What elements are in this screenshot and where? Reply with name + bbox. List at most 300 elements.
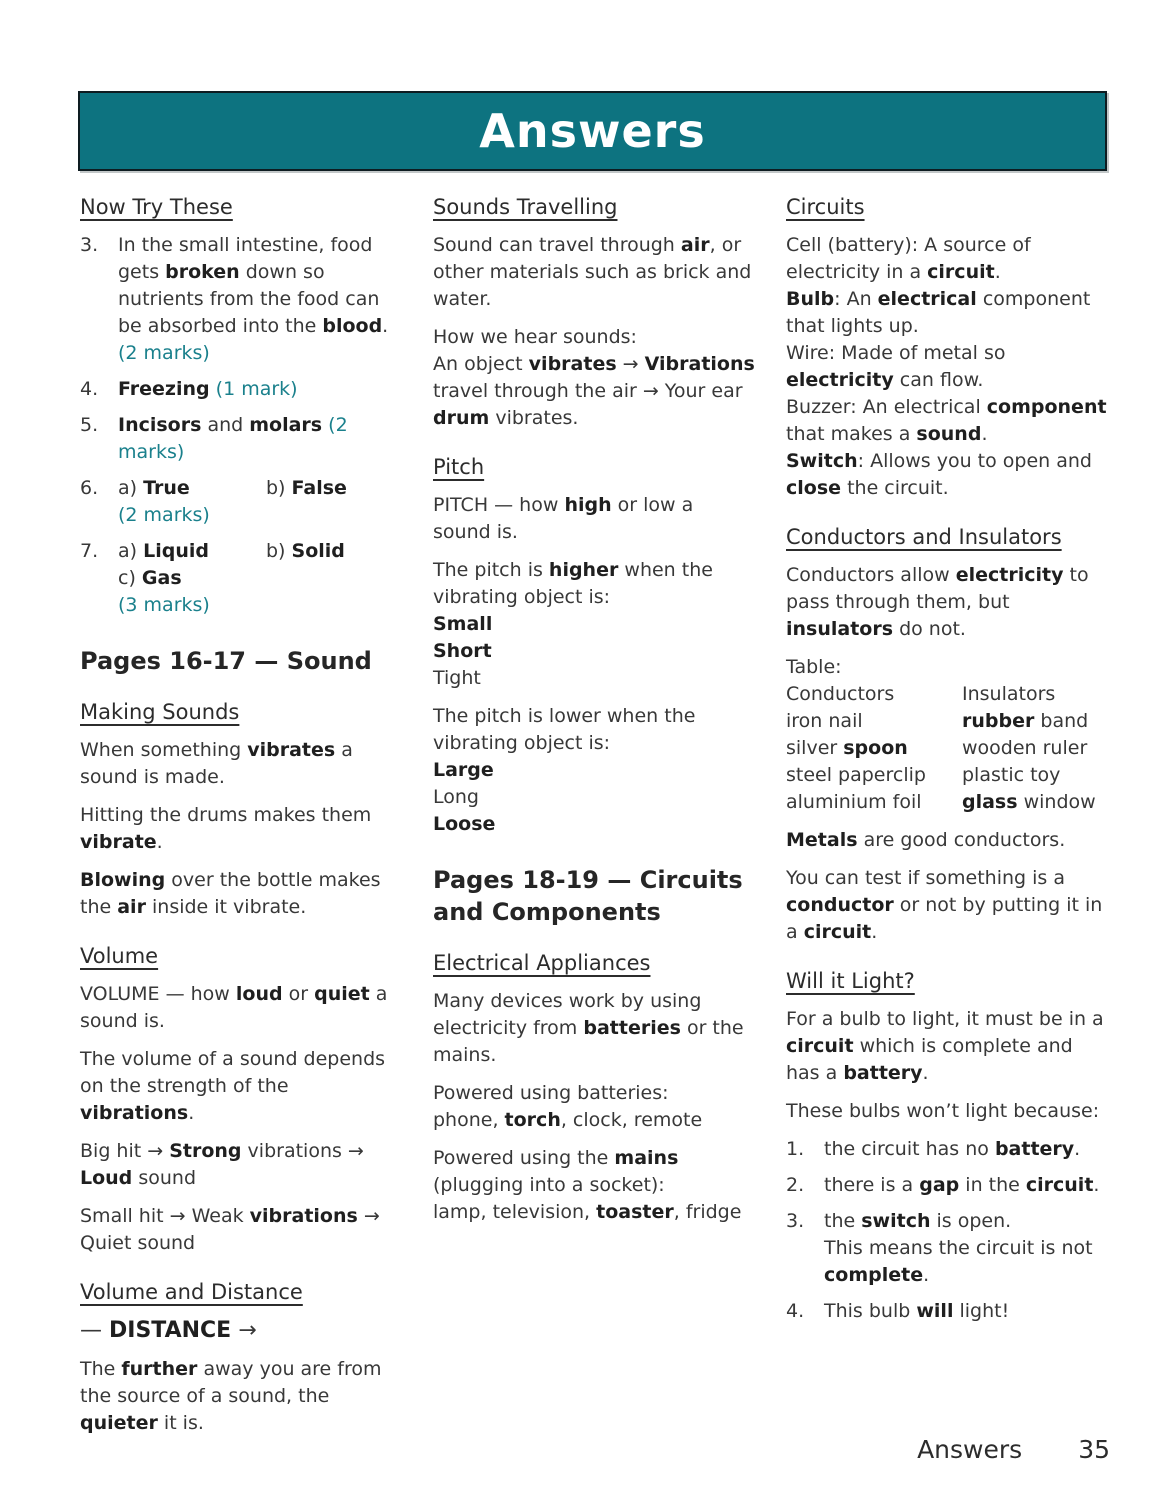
text-run: inside it vibrate. — [145, 896, 307, 918]
paragraph — [80, 1138, 402, 1192]
text-run: PITCH — how — [433, 494, 565, 516]
text-run: , clock, remote — [560, 1109, 703, 1131]
paragraph — [433, 324, 755, 432]
subheading: Volume and Distance — [80, 1280, 303, 1304]
text-line — [433, 324, 755, 351]
text-line — [433, 1080, 755, 1107]
text-line — [80, 1138, 402, 1192]
content-columns — [80, 194, 1108, 1448]
text-run: . — [922, 1062, 929, 1084]
table-cell — [786, 708, 962, 735]
text-run: a) — [118, 540, 144, 562]
answer-item — [80, 538, 402, 619]
text-line — [118, 376, 402, 403]
bold-text: toaster — [596, 1201, 674, 1223]
text-run: When something — [80, 739, 248, 761]
paragraph — [80, 1203, 402, 1257]
text-run: component that lights up. — [786, 288, 1091, 337]
text-run: silver — [786, 737, 844, 759]
paragraph — [786, 1006, 1108, 1087]
text-run: Wire: Made of metal so — [786, 342, 1006, 364]
item-body — [118, 376, 402, 403]
item-number: 4. — [80, 378, 99, 400]
text-line — [433, 988, 755, 1069]
paragraph — [433, 1145, 755, 1226]
text-run: : An — [834, 288, 878, 310]
paragraph — [786, 827, 1108, 854]
text-run: The pitch is lower when the vibrating object is: — [433, 705, 696, 754]
bold-text: gap — [919, 1174, 960, 1196]
text-run: or the mains. — [433, 1017, 744, 1066]
subheading: Making Sounds — [80, 700, 240, 724]
table-cell — [786, 735, 962, 762]
bold-text: electricity — [955, 564, 1064, 586]
text-line — [433, 492, 755, 546]
text-run: . — [981, 423, 988, 445]
bold-text: vibrate — [80, 831, 157, 853]
text-run: For a bulb to light, it must be in a — [786, 1008, 1104, 1030]
text-run: Small hit → Weak — [80, 1205, 250, 1227]
text-line — [433, 351, 755, 432]
marks-text: (2 marks) — [118, 342, 210, 364]
subheading: Conductors and Insulators — [786, 525, 1062, 549]
table-cell — [962, 735, 1108, 762]
text-run: How we hear sounds: — [433, 326, 637, 348]
bold-text: Strong — [169, 1140, 242, 1162]
answer-item — [80, 376, 402, 403]
text-line — [824, 1208, 1108, 1235]
text-line — [786, 1006, 1108, 1087]
text-line — [433, 232, 755, 313]
text-run: Long — [433, 786, 479, 808]
bold-text: Liquid — [143, 540, 209, 562]
table-row — [786, 762, 1108, 789]
bold-text: blood — [322, 315, 383, 337]
item-number: 6. — [80, 477, 99, 499]
text-run: are good conductors. — [857, 829, 1066, 851]
section-heading: Pages 16-17 — Sound — [80, 647, 372, 675]
table-cell — [962, 762, 1108, 789]
subheading: Pitch — [433, 455, 485, 479]
text-run: Many devices work by using electricity from — [433, 990, 702, 1039]
text-run: These bulbs won’t light because: — [786, 1100, 1100, 1122]
text-line — [433, 811, 755, 838]
column-2 — [433, 194, 755, 1448]
text-run: This means the circuit is not — [824, 1237, 1093, 1259]
text-run: . — [382, 315, 389, 337]
answer-item — [786, 1136, 1108, 1163]
text-run: In the small intestine, food gets — [118, 234, 373, 283]
table-cell — [962, 681, 1108, 708]
text-line — [786, 827, 1108, 854]
conductors-insulators-table — [786, 681, 1108, 816]
text-line — [824, 1136, 1108, 1163]
paragraph — [433, 703, 755, 838]
bold-text: Blowing — [80, 869, 166, 891]
table-row — [786, 735, 1108, 762]
text-run: away you are from the source of a sound, the — [80, 1358, 382, 1407]
text-run: (plugging into a socket): — [433, 1174, 665, 1196]
text-line — [786, 1098, 1108, 1125]
text-run: aluminium foil — [786, 791, 922, 813]
table-cell — [786, 762, 962, 789]
bold-text: DISTANCE — [109, 1318, 232, 1343]
subheading: Will it Light? — [786, 969, 915, 993]
text-run: wooden ruler — [962, 737, 1088, 759]
text-run: light! — [953, 1300, 1010, 1322]
bold-text: Loud — [80, 1167, 133, 1189]
text-run: or not by putting it in a — [786, 894, 1103, 943]
text-run: band — [1034, 710, 1089, 732]
bold-text: Small — [433, 613, 493, 635]
table-cell — [786, 681, 962, 708]
text-run: Insulators — [962, 683, 1056, 705]
answer-item — [80, 412, 402, 466]
paragraph — [433, 557, 755, 692]
text-run: Sound can travel through — [433, 234, 681, 256]
text-run: in the — [959, 1174, 1026, 1196]
bold-text: batteries — [583, 1017, 681, 1039]
bold-text: quiet — [314, 983, 370, 1005]
text-run: a sound is. — [80, 983, 388, 1032]
text-line — [118, 592, 402, 619]
bold-text: Switch — [786, 450, 858, 472]
text-line — [433, 1145, 755, 1199]
bold-text: Large — [433, 759, 494, 781]
subheading: Electrical Appliances — [433, 951, 651, 975]
paragraph — [80, 1317, 402, 1345]
text-run: or — [282, 983, 315, 1005]
text-line — [433, 611, 755, 638]
paragraph — [786, 232, 1108, 502]
marks-text: (2 marks) — [118, 504, 210, 526]
text-run: phone, — [433, 1109, 505, 1131]
marks-text: (2 marks) — [118, 414, 348, 463]
bold-text: switch — [861, 1210, 931, 1232]
item-body — [824, 1298, 1108, 1325]
text-line — [786, 232, 1108, 286]
text-line — [433, 784, 755, 811]
text-run: . — [871, 921, 878, 943]
text-run: . — [994, 261, 1001, 283]
paragraph — [786, 562, 1108, 643]
text-line — [118, 412, 402, 466]
text-line — [80, 1203, 402, 1257]
bold-text: True — [143, 477, 190, 499]
item-number: 4. — [786, 1300, 805, 1322]
answer-option — [118, 475, 266, 502]
item-number: 5. — [80, 414, 99, 436]
text-run: vibrations → — [241, 1140, 364, 1162]
bold-text: Metals — [786, 829, 858, 851]
table-cell — [962, 708, 1108, 735]
text-run: . — [188, 1102, 195, 1124]
paragraph — [786, 654, 1108, 681]
bold-text: quieter — [80, 1412, 158, 1434]
header-bar — [78, 91, 1107, 171]
text-line — [433, 1107, 755, 1134]
text-line — [786, 286, 1108, 340]
text-line — [433, 638, 755, 665]
paragraph — [433, 232, 755, 313]
text-run: → Quiet sound — [80, 1205, 380, 1254]
text-line — [824, 1172, 1108, 1199]
bold-text: Vibrations — [644, 353, 755, 375]
text-run: Hitting the drums makes them — [80, 804, 372, 826]
answer-list — [786, 1136, 1108, 1325]
text-run: down so nutrients from the food can be absorbed into the — [118, 261, 380, 337]
text-run: b) — [266, 477, 292, 499]
bold-text: vibrations — [80, 1102, 189, 1124]
answer-option — [266, 538, 402, 565]
answer-item — [786, 1172, 1108, 1199]
bold-text: circuit — [1025, 1174, 1094, 1196]
bold-text: battery — [994, 1138, 1075, 1160]
paragraph — [433, 988, 755, 1069]
text-run: is open. — [930, 1210, 1012, 1232]
text-run: do not. — [893, 618, 966, 640]
bold-text: Freezing — [118, 378, 210, 400]
text-run: iron nail — [786, 710, 863, 732]
bold-text: Gas — [141, 567, 182, 589]
text-run: An object — [433, 353, 529, 375]
text-line — [80, 1356, 402, 1437]
text-run: travel through the air → Your ear — [433, 380, 743, 402]
item-number: 3. — [80, 234, 99, 256]
text-run: plastic toy — [962, 764, 1061, 786]
page-title: Answers — [479, 104, 706, 158]
bold-text: circuit — [786, 1035, 854, 1057]
paragraph — [80, 867, 402, 921]
bold-text: high — [564, 494, 612, 516]
text-run: This bulb — [824, 1300, 917, 1322]
text-run: the circuit has no — [824, 1138, 995, 1160]
text-line — [433, 703, 755, 757]
bold-text: drum — [433, 407, 490, 429]
table-row — [786, 708, 1108, 735]
bold-text: close — [786, 477, 842, 499]
bold-text: Loose — [433, 813, 496, 835]
bold-text: circuit — [803, 921, 872, 943]
page-footer — [917, 1435, 1110, 1464]
bold-text: higher — [548, 559, 619, 581]
answer-item — [786, 1208, 1108, 1289]
text-run: the — [824, 1210, 862, 1232]
text-run: Conductors — [786, 683, 895, 705]
text-run: Buzzer: An electrical — [786, 396, 987, 418]
text-run: a) — [118, 477, 144, 499]
text-run: — — [80, 1318, 109, 1343]
text-run: The pitch is — [433, 559, 549, 581]
bold-text: further — [121, 1358, 198, 1380]
item-number: 7. — [80, 540, 99, 562]
text-run: over the bottle makes the — [80, 869, 381, 918]
section-heading: Pages 18-19 — Circuits and Components — [433, 866, 743, 926]
bold-text: sound — [916, 423, 982, 445]
text-run: steel paperclip — [786, 764, 926, 786]
bold-text: complete — [824, 1264, 924, 1286]
paragraph — [786, 1098, 1108, 1125]
text-run: , fridge — [673, 1201, 742, 1223]
text-run: c) — [118, 567, 142, 589]
text-run: the circuit. — [841, 477, 949, 499]
text-line — [433, 757, 755, 784]
bold-text: will — [916, 1300, 954, 1322]
item-body — [118, 538, 402, 619]
text-run: . — [923, 1264, 930, 1286]
bold-text: mains — [614, 1147, 679, 1169]
subheading: Circuits — [786, 195, 865, 219]
text-line — [786, 562, 1108, 643]
text-run: Conductors allow — [786, 564, 956, 586]
item-number: 2. — [786, 1174, 805, 1196]
marks-text: (1 mark) — [215, 378, 298, 400]
bold-text: conductor — [786, 894, 894, 916]
column-1 — [80, 194, 402, 1448]
text-run: or low a sound is. — [433, 494, 694, 543]
answer-item — [786, 1298, 1108, 1325]
bold-text: insulators — [786, 618, 894, 640]
text-run: → — [616, 353, 645, 375]
text-run: . — [1093, 1174, 1100, 1196]
item-body — [824, 1136, 1108, 1163]
text-run: , or other materials such as brick and water. — [433, 234, 752, 310]
text-run: vibrates. — [489, 407, 579, 429]
paragraph — [433, 492, 755, 546]
bold-text: Solid — [291, 540, 345, 562]
text-run: Big hit → — [80, 1140, 170, 1162]
text-run: . — [1074, 1138, 1081, 1160]
text-line — [118, 502, 402, 529]
text-line — [786, 654, 1108, 681]
text-line — [824, 1235, 1108, 1289]
text-run: window — [1017, 791, 1096, 813]
paragraph — [80, 1046, 402, 1127]
item-body — [118, 412, 402, 466]
item-number: 3. — [786, 1210, 805, 1232]
text-run: : Allows you to open and — [857, 450, 1092, 472]
bold-text: component — [986, 396, 1107, 418]
paragraph — [80, 737, 402, 791]
table-row — [786, 789, 1108, 816]
text-run: when the vibrating object is: — [433, 559, 713, 608]
marks-text: (3 marks) — [118, 594, 210, 616]
item-body — [824, 1208, 1108, 1289]
text-run: that makes a — [786, 423, 917, 445]
bold-text: battery — [843, 1062, 923, 1084]
text-run: and — [201, 414, 250, 436]
answer-option — [118, 538, 266, 565]
table-row — [786, 681, 1108, 708]
text-line — [786, 865, 1108, 946]
table-cell — [962, 789, 1108, 816]
text-line — [118, 565, 402, 592]
footer-section-label: Answers — [917, 1435, 1023, 1464]
item-body — [824, 1172, 1108, 1199]
item-number: 1. — [786, 1138, 805, 1160]
text-line — [118, 232, 402, 367]
text-run: can flow. — [893, 369, 984, 391]
text-run: to pass through them, but — [786, 564, 1089, 613]
bold-text: spoon — [843, 737, 908, 759]
text-line — [433, 1199, 755, 1226]
item-body — [118, 232, 402, 367]
subheading: Now Try These — [80, 195, 233, 219]
text-run: Powered using batteries: — [433, 1082, 669, 1104]
text-line — [786, 340, 1108, 394]
text-run: VOLUME — how — [80, 983, 236, 1005]
subheading: Volume — [80, 944, 159, 968]
bold-text: vibrates — [528, 353, 617, 375]
text-run: Table: — [786, 656, 842, 678]
bold-text: vibrates — [247, 739, 336, 761]
text-line — [80, 867, 402, 921]
text-line — [433, 557, 755, 611]
bold-text: torch — [504, 1109, 561, 1131]
text-line — [80, 981, 402, 1035]
paragraph — [80, 802, 402, 856]
text-run: a sound is made. — [80, 739, 353, 788]
text-run: it is. — [157, 1412, 204, 1434]
text-line — [80, 802, 402, 856]
item-body — [118, 475, 402, 529]
text-run: You can test if something is a — [786, 867, 1065, 889]
bold-text: False — [291, 477, 347, 499]
paragraph — [786, 865, 1108, 946]
bold-text: air — [117, 896, 146, 918]
bold-text: glass — [962, 791, 1018, 813]
paragraph — [433, 1080, 755, 1134]
text-run: which is complete and has a — [786, 1035, 1073, 1084]
bold-text: Short — [433, 640, 492, 662]
answer-list — [80, 232, 402, 619]
answer-item — [80, 475, 402, 529]
bold-text: Incisors — [118, 414, 202, 436]
text-line — [118, 475, 402, 502]
answer-option — [266, 475, 402, 502]
text-line — [118, 538, 402, 565]
text-run: → — [231, 1318, 257, 1343]
text-run: there is a — [824, 1174, 920, 1196]
bold-text: rubber — [962, 710, 1035, 732]
bold-text: vibrations — [249, 1205, 358, 1227]
text-run: b) — [266, 540, 292, 562]
text-run: Tight — [433, 667, 481, 689]
text-line — [786, 394, 1108, 448]
subheading: Sounds Travelling — [433, 195, 618, 219]
column-3 — [786, 194, 1108, 1448]
text-line — [80, 1046, 402, 1127]
bold-text: electricity — [786, 369, 894, 391]
footer-page-number: 35 — [1078, 1435, 1110, 1464]
text-line — [824, 1298, 1108, 1325]
bold-text: circuit — [927, 261, 995, 283]
text-run: Cell (battery): A source of electricity in a — [786, 234, 1031, 283]
bold-text: molars — [249, 414, 323, 436]
text-run: lamp, television, — [433, 1201, 597, 1223]
table-cell — [786, 789, 962, 816]
text-run: Powered using the — [433, 1147, 615, 1169]
text-line — [80, 1317, 402, 1345]
text-run: The — [80, 1358, 122, 1380]
text-run: sound — [132, 1167, 197, 1189]
text-line — [80, 737, 402, 791]
bold-text: loud — [235, 983, 283, 1005]
bold-text: air — [680, 234, 710, 256]
bold-text: Bulb — [786, 288, 835, 310]
text-run: The volume of a sound depends on the strength of the — [80, 1048, 386, 1097]
paragraph — [80, 981, 402, 1035]
